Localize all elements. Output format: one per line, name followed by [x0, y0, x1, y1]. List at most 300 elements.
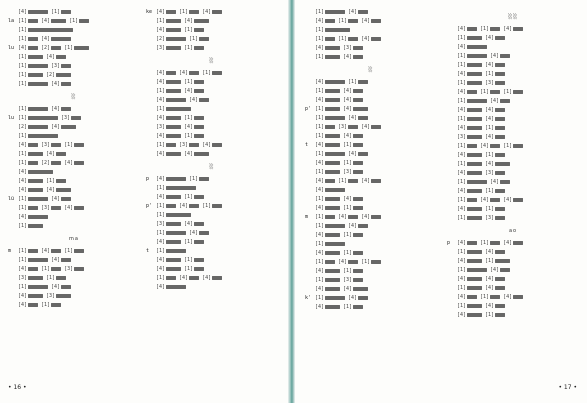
tone-marker: [4]: [18, 9, 28, 15]
entry-body: [18, 301, 140, 309]
entry-text: [199, 98, 209, 102]
tone-marker: [4]: [338, 259, 348, 265]
dictionary-entry: [447, 178, 579, 186]
dictionary-entry: [447, 124, 579, 132]
entry-text: [51, 161, 61, 165]
entry-text: [348, 179, 358, 183]
entry-body: [457, 52, 579, 60]
dictionary-entry: [447, 169, 579, 177]
entry-body: [18, 213, 140, 221]
entry-text: [490, 90, 500, 94]
dictionary-entry: [305, 26, 437, 34]
entry-text: [166, 249, 186, 253]
right-page-column-2: [447, 8, 579, 380]
dictionary-entry: [447, 79, 579, 87]
tone-marker: [4]: [348, 9, 358, 15]
dictionary-entry: [146, 26, 278, 34]
entry-body: [315, 276, 437, 284]
tone-marker: [4]: [46, 187, 56, 193]
entry-text: [495, 250, 505, 254]
entry-text: [495, 117, 505, 121]
tone-marker: [4]: [315, 18, 325, 24]
tone-marker: [1]: [315, 36, 325, 42]
tone-marker: [1]: [184, 266, 194, 272]
entry-body: [315, 53, 437, 61]
tone-marker: [4]: [343, 54, 353, 60]
tone-marker: [2]: [41, 160, 51, 166]
dictionary-entry: [447, 115, 579, 123]
tone-marker: [4]: [156, 79, 166, 85]
entry-text: [28, 73, 43, 77]
entry-text: [495, 259, 510, 263]
entry-text: [194, 28, 204, 32]
entry-body: [457, 124, 579, 132]
tone-marker: [4]: [41, 18, 51, 24]
entry-text: [371, 260, 381, 264]
entry-body: [457, 34, 579, 42]
entry-body: [18, 105, 140, 113]
tone-marker: [1]: [18, 115, 28, 121]
entry-body: [457, 284, 579, 292]
tone-marker: [4]: [315, 178, 325, 184]
dictionary-entry: [305, 132, 437, 140]
entry-text: [490, 27, 500, 31]
tone-marker: [1]: [184, 133, 194, 139]
entry-body: [315, 114, 437, 122]
entry-body: [315, 186, 437, 194]
entry-text: [28, 170, 53, 174]
entry-text: [56, 55, 66, 59]
dictionary-entry: [146, 220, 278, 228]
entry-text: [467, 54, 487, 58]
entry-text: [166, 267, 181, 271]
entry-text: [495, 162, 510, 166]
tone-marker: [4]: [457, 170, 467, 176]
entry-text: [353, 233, 363, 237]
tone-marker: [4]: [179, 275, 189, 281]
entry-text: [79, 19, 89, 23]
tone-marker: [4]: [315, 79, 325, 85]
entry-body: [457, 43, 579, 51]
dictionary-entry: [305, 53, 437, 61]
entry-text: [28, 19, 38, 23]
tone-marker: [4]: [46, 54, 56, 60]
entry-body: [156, 220, 278, 228]
dictionary-entry: [146, 265, 278, 273]
entry-text: [194, 267, 204, 271]
entry-text: [467, 198, 477, 202]
entry-body: [156, 229, 278, 237]
entry-text: [353, 98, 363, 102]
dictionary-entry: [8, 195, 140, 203]
entry-body: [156, 184, 278, 192]
dictionary-entry: [8, 177, 140, 185]
entry-text: [467, 63, 482, 67]
tone-marker: [4]: [18, 169, 28, 175]
entry-body: [156, 150, 278, 158]
entry-body: [315, 123, 437, 131]
entry-text: [166, 37, 186, 41]
tone-marker: [1]: [343, 205, 353, 211]
tone-marker: [1]: [46, 178, 56, 184]
tone-marker: [4]: [184, 124, 194, 130]
entry-text: [353, 170, 363, 174]
entry-text: [353, 269, 363, 273]
tone-marker: [3]: [51, 63, 61, 69]
entry-text: [495, 286, 505, 290]
dictionary-entry: [8, 213, 140, 221]
dictionary-entry: [447, 257, 579, 265]
dictionary-entry: [8, 274, 140, 282]
section-heading: ma: [69, 236, 79, 242]
tone-marker: [4]: [457, 44, 467, 50]
entry-body: [315, 44, 437, 52]
tone-marker: [4]: [361, 214, 371, 220]
dictionary-entry: [146, 256, 278, 264]
dictionary-entry: [305, 17, 437, 25]
entry-text: [353, 287, 368, 291]
entry-body: [457, 79, 579, 87]
entry-text: [194, 80, 204, 84]
page-number: • 17 •: [558, 384, 577, 391]
tone-marker: [4]: [315, 286, 325, 292]
dictionary-entry: [146, 17, 278, 25]
entry-text: [28, 161, 38, 165]
section-heading: ░: [209, 58, 215, 64]
dictionary-entry: [146, 141, 278, 149]
tone-marker: [1]: [156, 106, 166, 112]
tone-marker: [1]: [184, 194, 194, 200]
tone-marker: [1]: [315, 277, 325, 283]
entry-body: [457, 257, 579, 265]
tone-marker: [4]: [156, 176, 166, 182]
tone-marker: [3]: [485, 215, 495, 221]
dictionary-entry: [146, 274, 278, 282]
entry-text: [199, 177, 209, 181]
entry-text: [51, 303, 61, 307]
dictionary-entry: [447, 266, 579, 274]
entry-body: [457, 239, 579, 247]
entry-body: [156, 274, 278, 282]
tone-marker: [4]: [457, 258, 467, 264]
entry-text: [495, 304, 505, 308]
entry-text: [51, 206, 61, 210]
entry-text: [194, 116, 204, 120]
entry-text: [74, 143, 84, 147]
entry-text: [353, 278, 363, 282]
entry-body: [18, 177, 140, 185]
entry-text: [74, 161, 84, 165]
entry-text: [28, 125, 48, 129]
entry-body: [18, 150, 140, 158]
entry-text: [371, 179, 381, 183]
entry-text: [51, 19, 66, 23]
dictionary-entry: [305, 114, 437, 122]
tone-marker: [4]: [485, 161, 495, 167]
tone-marker: [1]: [189, 36, 199, 42]
entry-text: [28, 206, 38, 210]
entry-text: [28, 37, 38, 41]
tone-marker: [1]: [457, 53, 467, 59]
tone-marker: [4]: [457, 89, 467, 95]
tone-marker: [4]: [156, 27, 166, 33]
entry-body: [315, 17, 437, 25]
entry-text: [467, 304, 482, 308]
dictionary-entry: [146, 87, 278, 95]
entry-body: [457, 205, 579, 213]
entry-text: [325, 197, 340, 201]
dictionary-entry: [305, 285, 437, 293]
tone-marker: [1]: [18, 284, 28, 290]
entry-text: [194, 152, 209, 156]
entry-initial: ke: [146, 9, 153, 15]
entry-text: [325, 287, 340, 291]
entry-body: [18, 292, 140, 300]
entry-body: [457, 106, 579, 114]
tone-marker: [1]: [64, 45, 74, 51]
entry-text: [467, 295, 477, 299]
entry-body: [315, 105, 437, 113]
entry-body: [156, 114, 278, 122]
tone-marker: [4]: [18, 187, 28, 193]
dictionary-entry: [8, 204, 140, 212]
tone-marker: [4]: [18, 45, 28, 51]
entry-text: [71, 116, 81, 120]
tone-marker: [1]: [156, 185, 166, 191]
tone-marker: [1]: [315, 223, 325, 229]
entry-body: [156, 265, 278, 273]
dictionary-entry: [447, 239, 579, 247]
tone-marker: [1]: [480, 294, 490, 300]
entry-body: [457, 293, 579, 301]
tone-marker: [1]: [156, 275, 166, 281]
tone-marker: [4]: [348, 295, 358, 301]
entry-initial: p': [305, 106, 312, 112]
tone-marker: [1]: [361, 259, 371, 265]
dictionary-entry: [146, 35, 278, 43]
entry-text: [51, 267, 61, 271]
tone-marker: [1]: [18, 54, 28, 60]
dictionary-entry: [305, 44, 437, 52]
entry-text: [371, 37, 381, 41]
entry-text: [495, 63, 505, 67]
entry-initial: lu: [8, 45, 15, 51]
entry-body: [315, 159, 437, 167]
entry-text: [495, 313, 505, 317]
tone-marker: [4]: [485, 276, 495, 282]
dictionary-entry: [305, 276, 437, 284]
entry-body: [457, 25, 579, 33]
section-heading: ░: [209, 164, 215, 170]
entry-initial: m: [8, 248, 12, 254]
tone-marker: [4]: [41, 248, 51, 254]
tone-marker: [1]: [315, 196, 325, 202]
entry-text: [166, 89, 181, 93]
tone-marker: [4]: [315, 45, 325, 51]
tone-marker: [4]: [184, 88, 194, 94]
dictionary-entry: [447, 142, 579, 150]
dictionary-entry: [146, 229, 278, 237]
tone-marker: [1]: [156, 203, 166, 209]
entry-text: [166, 152, 181, 156]
tone-marker: [1]: [18, 36, 28, 42]
tone-marker: [4]: [315, 232, 325, 238]
entry-text: [325, 37, 335, 41]
section-heading: ░: [71, 94, 77, 100]
entry-body: [457, 187, 579, 195]
entry-body: [315, 195, 437, 203]
tone-marker: [1]: [457, 80, 467, 86]
dictionary-entry: [146, 78, 278, 86]
entry-text: [28, 55, 43, 59]
tone-marker: [4]: [361, 124, 371, 130]
entry-text: [353, 161, 363, 165]
entry-body: [156, 211, 278, 219]
entry-body: [315, 303, 437, 311]
tone-marker: [1]: [315, 151, 325, 157]
section-heading: ░░: [508, 14, 518, 20]
tone-marker: [1]: [457, 179, 467, 185]
tone-marker: [1]: [315, 133, 325, 139]
tone-marker: [4]: [315, 160, 325, 166]
entry-body: [156, 17, 278, 25]
entry-body: [156, 105, 278, 113]
entry-text: [495, 36, 505, 40]
tone-marker: [1]: [184, 27, 194, 33]
entry-text: [353, 134, 363, 138]
entry-text: [212, 71, 222, 75]
tone-marker: [4]: [156, 133, 166, 139]
entry-text: [56, 276, 66, 280]
tone-marker: [4]: [503, 294, 513, 300]
entry-text: [495, 108, 505, 112]
tone-marker: [3]: [485, 170, 495, 176]
entry-text: [74, 249, 84, 253]
tone-marker: [4]: [156, 115, 166, 121]
entry-text: [495, 135, 505, 139]
tone-marker: [1]: [457, 249, 467, 255]
tone-marker: [1]: [69, 18, 79, 24]
entry-text: [495, 126, 505, 130]
tone-marker: [1]: [457, 116, 467, 122]
entry-text: [194, 134, 204, 138]
entry-text: [325, 206, 340, 210]
entry-text: [61, 82, 71, 86]
dictionary-entry: [305, 213, 437, 221]
tone-marker: [4]: [156, 257, 166, 263]
entry-text: [166, 19, 181, 23]
entry-text: [194, 195, 204, 199]
entry-text: [189, 10, 199, 14]
tone-marker: [1]: [485, 206, 495, 212]
tone-marker: [1]: [480, 240, 490, 246]
entry-text: [28, 224, 43, 228]
dictionary-entry: [8, 123, 140, 131]
dictionary-entry: [8, 222, 140, 230]
tone-marker: [1]: [156, 248, 166, 254]
entry-text: [166, 285, 186, 289]
entry-body: [315, 150, 437, 158]
entry-text: [28, 276, 43, 280]
entry-body: [315, 8, 437, 16]
entry-text: [325, 28, 350, 32]
tone-marker: [4]: [179, 70, 189, 76]
tone-marker: [1]: [315, 241, 325, 247]
dictionary-entry: [305, 222, 437, 230]
entry-text: [353, 251, 363, 255]
dictionary-entry: [8, 80, 140, 88]
entry-text: [495, 189, 505, 193]
entry-text: [467, 277, 482, 281]
entry-text: [56, 294, 71, 298]
tone-marker: [1]: [457, 197, 467, 203]
tone-marker: [2]: [18, 124, 28, 130]
dictionary-entry: [146, 114, 278, 122]
dictionary-entry: [8, 301, 140, 309]
dictionary-entry: [447, 187, 579, 195]
entry-text: [61, 107, 71, 111]
entry-body: [18, 247, 140, 255]
tone-marker: [3]: [485, 80, 495, 86]
tone-marker: [1]: [156, 142, 166, 148]
tone-marker: [1]: [457, 161, 467, 167]
entry-text: [371, 19, 381, 23]
entry-body: [315, 177, 437, 185]
dictionary-entry: [447, 52, 579, 60]
tone-marker: [4]: [189, 97, 199, 103]
entry-initial: p': [146, 203, 153, 209]
entry-text: [371, 215, 381, 219]
entry-text: [212, 10, 222, 14]
tone-marker: [4]: [343, 106, 353, 112]
tone-marker: [1]: [46, 275, 56, 281]
tone-marker: [1]: [18, 133, 28, 139]
left-page-column-1: [8, 8, 140, 380]
dictionary-entry: [447, 248, 579, 256]
entry-body: [156, 26, 278, 34]
tone-marker: [1]: [348, 79, 358, 85]
entry-text: [189, 143, 199, 147]
tone-marker: [2]: [41, 45, 51, 51]
entry-body: [156, 283, 278, 291]
tone-marker: [1]: [457, 215, 467, 221]
dictionary-entry: [305, 35, 437, 43]
entry-text: [500, 54, 510, 58]
entry-text: [194, 258, 204, 262]
entry-text: [467, 126, 482, 130]
tone-marker: [1]: [457, 267, 467, 273]
tone-marker: [4]: [343, 88, 353, 94]
tone-marker: [1]: [457, 303, 467, 309]
entry-text: [467, 241, 477, 245]
entry-text: [28, 303, 38, 307]
tone-marker: [3]: [41, 205, 51, 211]
tone-marker: [3]: [61, 115, 71, 121]
entry-text: [490, 144, 500, 148]
entry-text: [467, 286, 482, 290]
dictionary-entry: [447, 61, 579, 69]
entry-body: [315, 258, 437, 266]
tone-marker: [1]: [480, 89, 490, 95]
dictionary-entry: [447, 275, 579, 283]
entry-text: [189, 276, 199, 280]
tone-marker: [4]: [202, 275, 212, 281]
tone-marker: [1]: [485, 188, 495, 194]
dictionary-entry: [146, 193, 278, 201]
entry-text: [495, 81, 505, 85]
tone-marker: [4]: [490, 179, 500, 185]
entry-text: [28, 188, 43, 192]
